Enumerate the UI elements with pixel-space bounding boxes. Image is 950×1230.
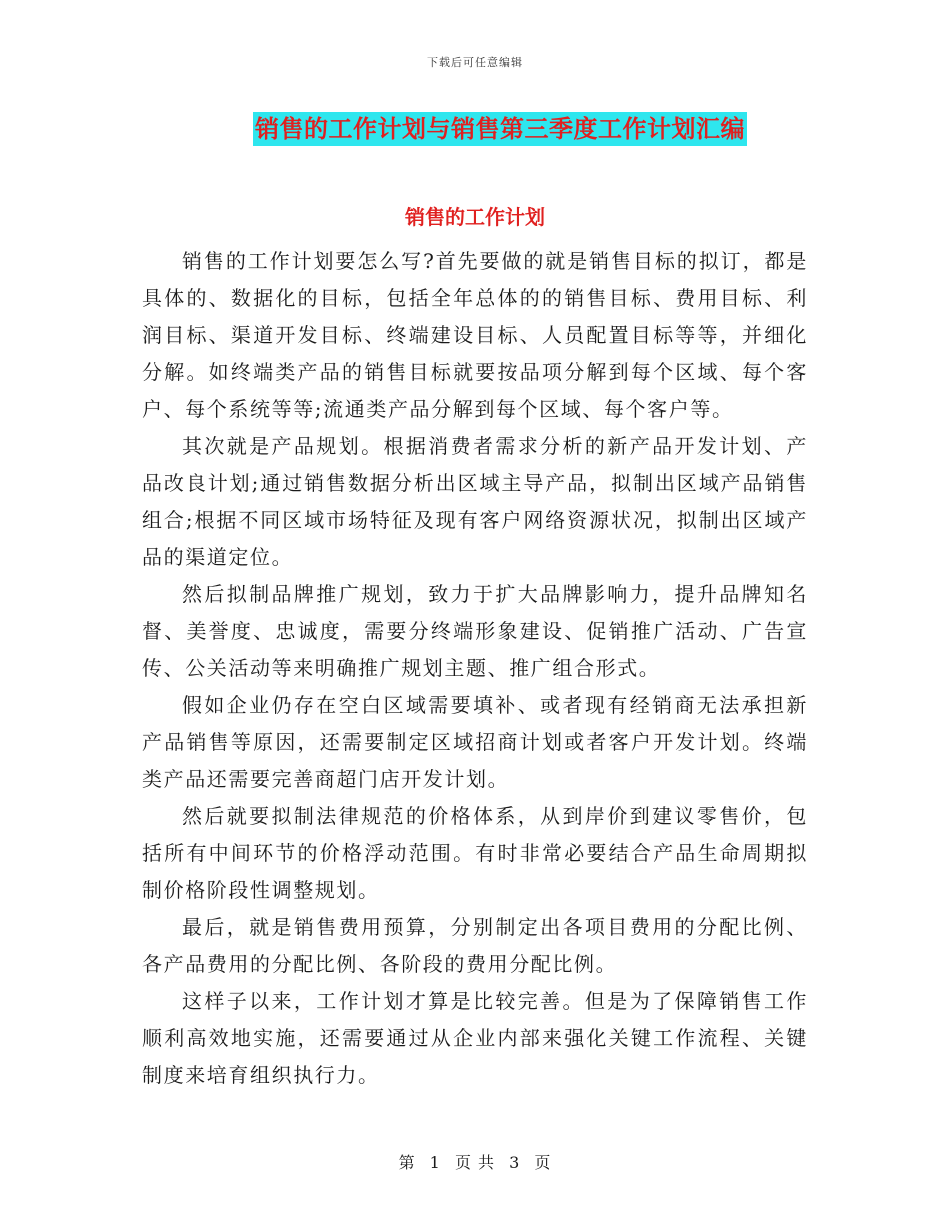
paragraph: 最后，就是销售费用预算，分别制定出各项目费用的分配比例、各产品费用的分配比例、各阶段的费用分配比例。 bbox=[142, 915, 808, 976]
paragraph: 销售的工作计划要怎么写?首先要做的就是销售目标的拟订，都是具体的、数据化的目标，包括全年总体的的销售目标、费用目标、利润目标、渠道开发目标、终端建设目标、人员配置目标等等，并细化分解。如终端类产品的销售目标就要按品项分解到每个区域、每个客户、每个系统等等;流通类产品分解到每个区域、每个客户等。 bbox=[142, 249, 808, 421]
main-title-container bbox=[0, 112, 950, 146]
main-title: 销售的工作计划与销售第三季度工作计划汇编 bbox=[253, 112, 747, 146]
paragraph: 假如企业仍存在空白区域需要填补、或者现有经销商无法承担新产品销售等原因，还需要制定区域招商计划或者客户开发计划。终端类产品还需要完善商超门店开发计划。 bbox=[142, 693, 808, 791]
total-pages: 3 bbox=[509, 1153, 521, 1172]
paragraph: 其次就是产品规划。根据消费者需求分析的新产品开发计划、产品改良计划;通过销售数据分析出区域主导产品，拟制出区域产品销售组合;根据不同区域市场特征及现有客户网络资源状况，拟制出区域产品的渠道定位。 bbox=[142, 434, 808, 569]
paragraph: 这样子以来，工作计划才算是比较完善。但是为了保障销售工作顺利高效地实施，还需要通过从企业内部来强化关键工作流程、关键制度来培育组织执行力。 bbox=[142, 989, 808, 1087]
document-body bbox=[142, 243, 808, 1094]
paragraph: 然后就要拟制法律规范的价格体系，从到岸价到建议零售价，包括所有中间环节的价格浮动范围。有时非常必要结合产品生命周期拟制价格阶段性调整规划。 bbox=[142, 804, 808, 902]
header-note: 下载后可任意编辑 bbox=[427, 56, 523, 69]
page-label-mid: 页 共 bbox=[454, 1153, 496, 1172]
page-label-prefix: 第 bbox=[398, 1153, 416, 1172]
paragraph: 然后拟制品牌推广规划，致力于扩大品牌影响力，提升品牌知名督、美誉度、忠诚度，需要分终端形象建设、促销推广活动、广告宣传、公关活动等来明确推广规划主题、推广组合形式。 bbox=[142, 582, 808, 680]
page-number: 1 bbox=[429, 1153, 441, 1172]
page-footer bbox=[0, 1150, 950, 1173]
page-label-suffix: 页 bbox=[534, 1153, 552, 1172]
section-title: 销售的工作计划 bbox=[405, 205, 545, 229]
